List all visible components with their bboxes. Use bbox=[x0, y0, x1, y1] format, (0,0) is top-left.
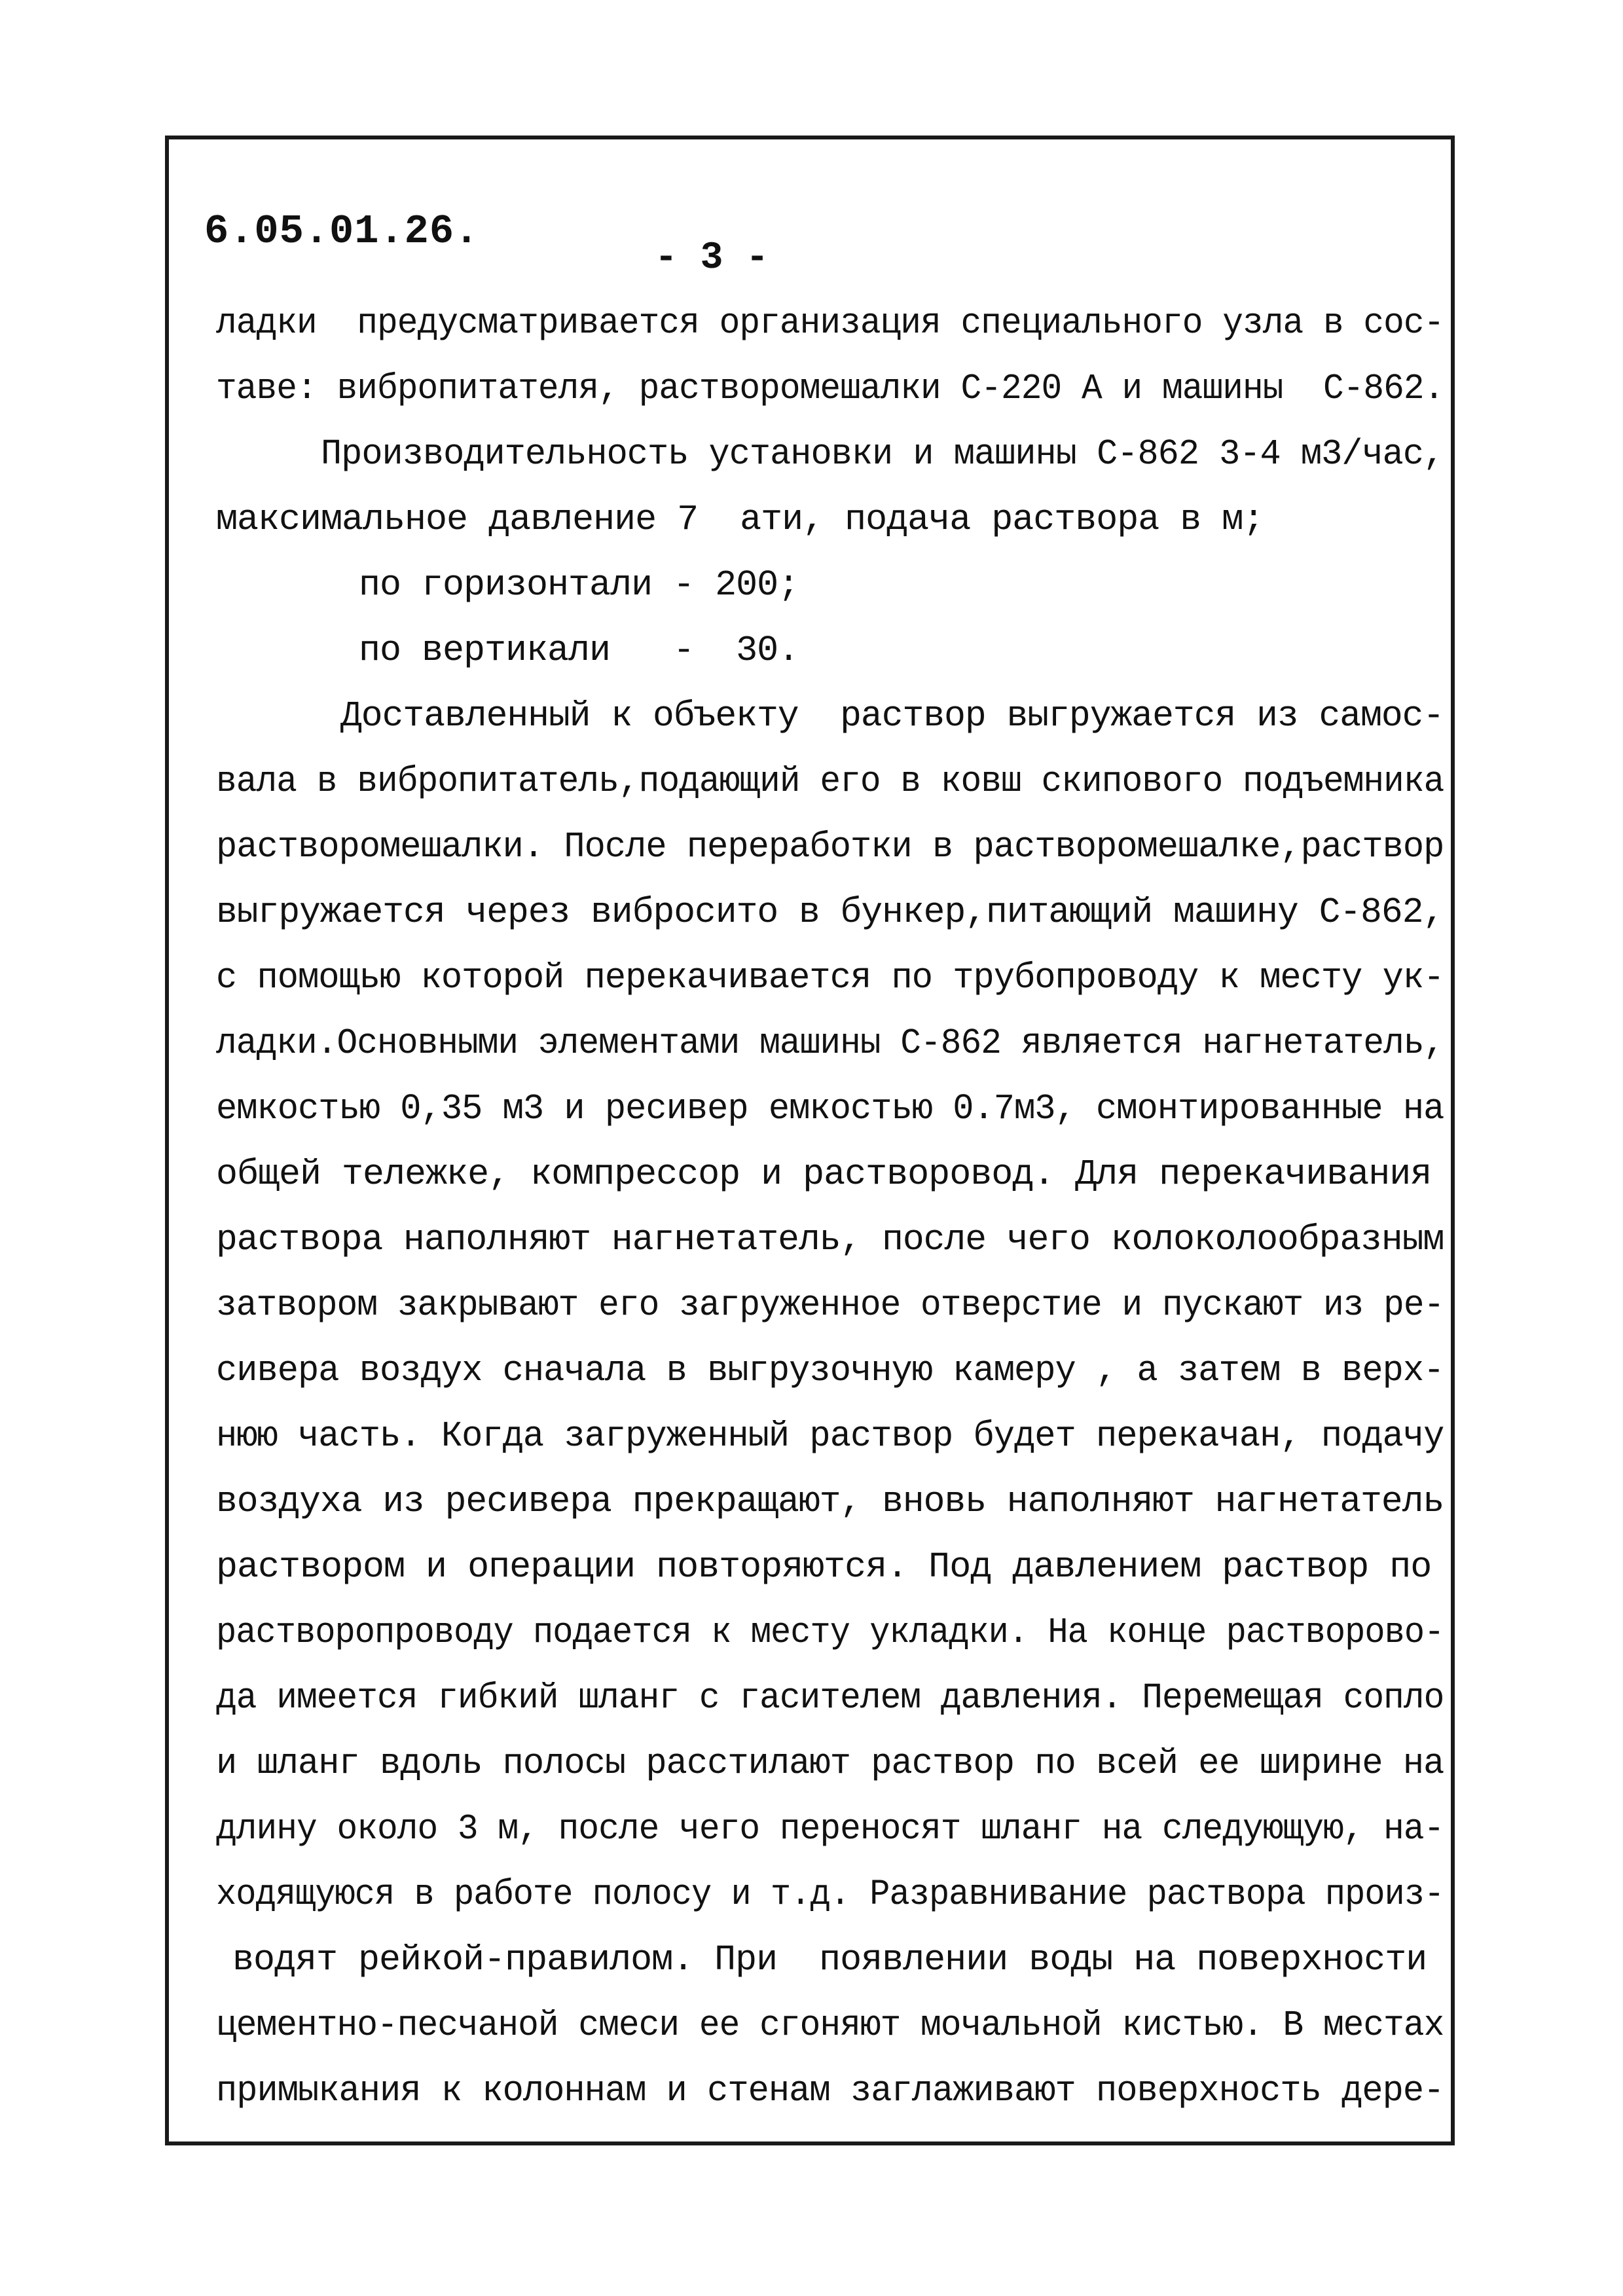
text-line: цементно-песчаной смеси ее сгоняют мочальной кистью. В местах bbox=[216, 2005, 1444, 2046]
text-line: и шланг вдоль полосы расстилают раствор по всей ее ширине на bbox=[216, 1743, 1444, 1784]
text-line: по вертикали - 30. bbox=[359, 630, 799, 671]
text-line: ладки.Основными элементами машины С-862 является нагнетатель, bbox=[216, 1023, 1444, 1064]
text-line: да имеется гибкий шланг с гасителем давления. Перемещая сопло bbox=[216, 1677, 1444, 1719]
document-code: 6.05.01.26. bbox=[204, 208, 480, 255]
text-line: раствора наполняют нагнетатель, после чего колоколообразным bbox=[216, 1219, 1444, 1260]
text-line: вала в вибропитатель,подающий его в ковш скипового подъемника bbox=[216, 761, 1444, 802]
text-line: по горизонтали - 200; bbox=[359, 564, 799, 606]
text-line: Доставленный к объекту раствор выгружается из самос- bbox=[340, 695, 1444, 737]
text-line: примыкания к колоннам и стенам заглаживают поверхность дере- bbox=[216, 2070, 1444, 2111]
text-line: растворопроводу подается к месту укладки. На конце растворово- bbox=[216, 1612, 1444, 1653]
text-line: воздуха из ресивера прекращают, вновь наполняют нагнетатель bbox=[216, 1481, 1444, 1522]
text-line: общей тележке, компрессор и растворовод. Для перекачивания bbox=[216, 1154, 1432, 1195]
text-line: длину около 3 м, после чего переносят шланг на следующую, на- bbox=[216, 1808, 1444, 1850]
text-line: максимальное давление 7 ати, подача раствора в м; bbox=[216, 499, 1264, 540]
text-line: сивера воздух сначала в выгрузочную камеру , а затем в верх- bbox=[216, 1350, 1444, 1391]
text-line: с помощью которой перекачивается по трубопроводу к месту ук- bbox=[216, 957, 1444, 998]
text-line: затвором закрывают его загруженное отверстие и пускают из ре- bbox=[216, 1285, 1444, 1326]
text-line: таве: вибропитателя, растворомешалки С-220 А и машины С-862. bbox=[216, 368, 1444, 409]
text-line: емкостью 0,35 м3 и ресивер емкостью 0.7м3, смонтированные на bbox=[216, 1088, 1444, 1129]
text-line: ладки предусматривается организация специального узла в сос- bbox=[216, 302, 1444, 344]
page-number: - 3 - bbox=[655, 237, 769, 280]
text-line: раствором и операции повторяются. Под давлением раствор по bbox=[216, 1546, 1432, 1588]
text-line: выгружается через вибросито в бункер,питающий машину С-862, bbox=[216, 892, 1444, 933]
text-line: растворомешалки. После переработки в растворомешалке,раствор bbox=[216, 826, 1444, 867]
text-line: ходящуюся в работе полосу и т.д. Разравнивание раствора произ- bbox=[216, 1874, 1444, 1915]
text-line: водят рейкой-правилом. При появлении воды на поверхности bbox=[232, 1939, 1427, 1980]
text-line: Производительность установки и машины С-862 3-4 м3/час, bbox=[321, 433, 1444, 475]
text-line: нюю часть. Когда загруженный раствор будет перекачан, подачу bbox=[216, 1415, 1444, 1457]
